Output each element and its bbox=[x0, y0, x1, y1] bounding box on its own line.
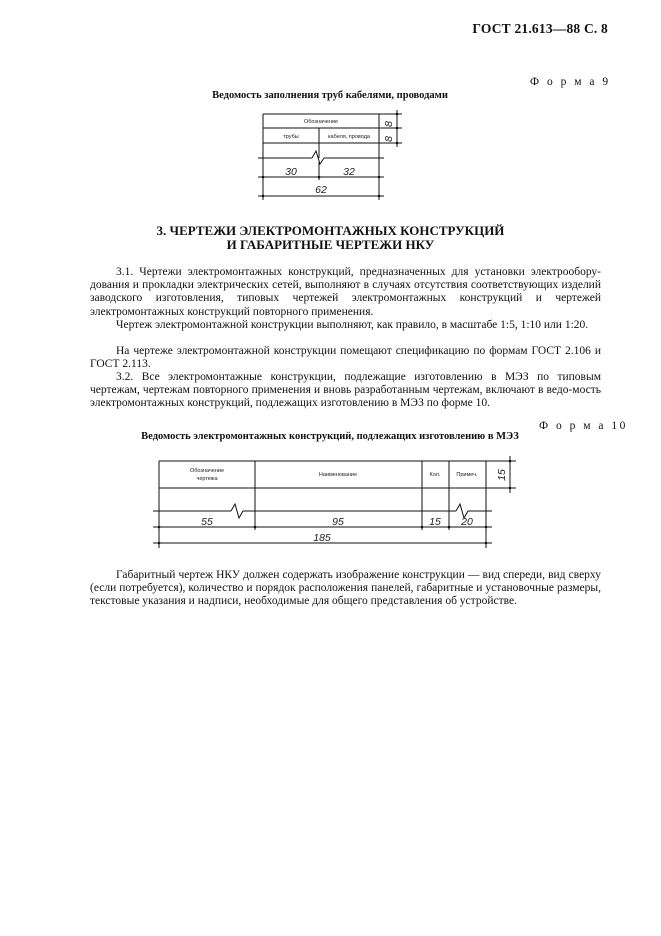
form9-col-group-header: Обозначение bbox=[303, 119, 339, 125]
paragraph-3-2: 3.2. Все электромонтажные конструкции, подлежащие изготовлению в МЭЗ по типовым чертежам, чертежам повторного применения и вновь разработанным чертежам, включают в ведо-мость электромонтажных конструкций, подлежащих изготовлению в МЭЗ по форме 10. bbox=[90, 371, 601, 410]
paragraph-specification: На чертеже электромонтажной конструкции помещают спецификацию по формам ГОСТ 2.106 и ГОСТ 2.113. bbox=[90, 345, 601, 371]
form10-dim-w4: 20 bbox=[461, 516, 473, 528]
paragraph-scale: Чертеж электромонтажной конструкции выполняют, как правило, в масштабе 1:5, 1:10 или 1:20. bbox=[116, 319, 589, 331]
form10-col-qty: Кол. bbox=[429, 472, 441, 478]
form10-col-name: Наименование bbox=[318, 472, 358, 478]
form10-col-designation-l2: чертежа bbox=[196, 476, 218, 482]
form9-dim-w1: 30 bbox=[285, 166, 297, 178]
form10-dim-height: 15 bbox=[496, 469, 508, 481]
form10-dim-total: 185 bbox=[313, 532, 331, 544]
form9-dim-w2: 32 bbox=[343, 166, 355, 178]
form10-label: Ф о р м а 10 bbox=[539, 420, 628, 432]
paragraph-3-1: 3.1. Чертежи электромонтажных конструкций, предназначенных для установки электрообору-дования и прокладки электрических сетей, выполняют в случаях отсутствия соответствующих изделий заводского изготовления, типовых чертежей электромонтажных конструкций и чертежей электромонтажных конструкций повторного применения. bbox=[90, 266, 601, 318]
form9-dim-row2: 8 bbox=[383, 136, 395, 142]
form10-dim-w3: 15 bbox=[429, 516, 441, 528]
form10-title: Ведомость электромонтажных конструкций, подлежащих изготовлению в МЭЗ bbox=[141, 431, 519, 442]
section-title-line1: 3. ЧЕРТЕЖИ ЭЛЕКТРОМОНТАЖНЫХ КОНСТРУКЦИЙ bbox=[156, 223, 505, 238]
section-title-line2: И ГАБАРИТНЫЕ ЧЕРТЕЖИ НКУ bbox=[226, 237, 435, 252]
form9-dim-total: 62 bbox=[315, 184, 327, 196]
form10-col-note: Примеч. bbox=[456, 472, 478, 478]
form10-col-designation-l1: Обозначение bbox=[189, 468, 225, 474]
form9-dim-row1: 8 bbox=[383, 121, 395, 127]
form9-col-pipes: трубы bbox=[283, 134, 299, 140]
form9-label: Ф о р м а 9 bbox=[530, 76, 611, 88]
paragraph-nku-drawing: Габаритный чертеж НКУ должен содержать изображение конструкции — вид спереди, вид сверху (если потребуется), количество и порядок расположения панелей, габаритные и установочные размеры, текстовые указания и надписи, необходимые для общего представления об устройстве. bbox=[90, 569, 601, 608]
form10-dim-w2: 95 bbox=[332, 516, 344, 528]
form10-dim-w1: 55 bbox=[201, 516, 213, 528]
form9-title: Ведомость заполнения труб кабелями, проводами bbox=[212, 90, 448, 101]
form9-col-cables: кабеля, провода bbox=[328, 134, 370, 140]
document-reference: ГОСТ 21.613—88 С. 8 bbox=[472, 21, 608, 36]
